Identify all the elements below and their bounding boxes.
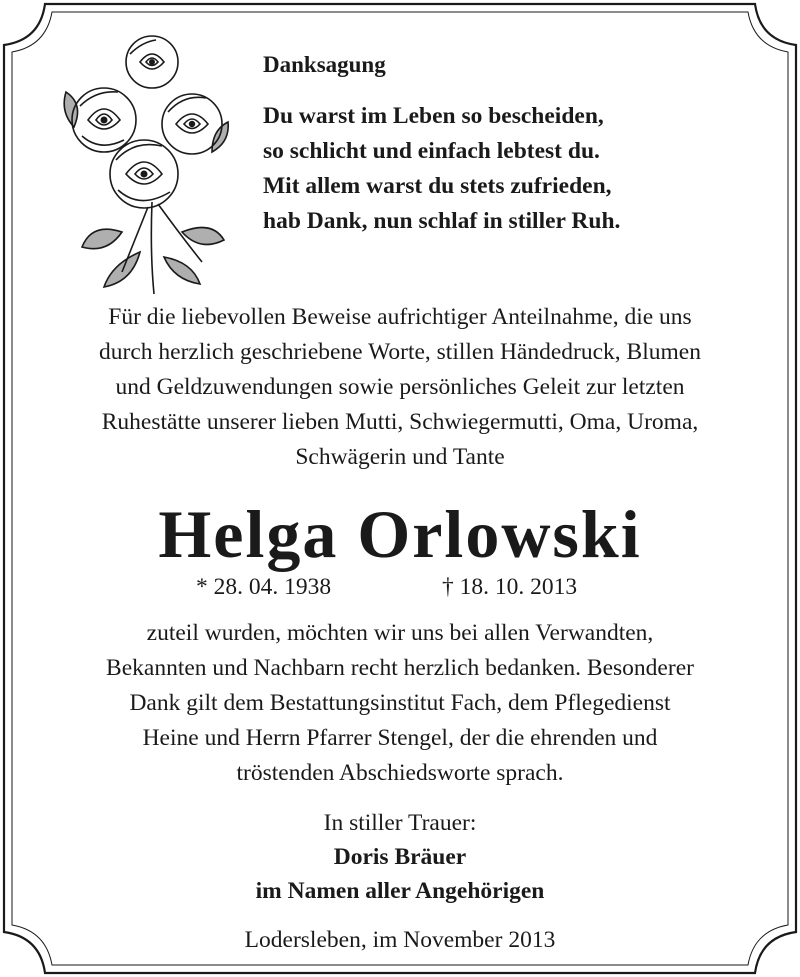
deceased-name: Helga Orlowski: [158, 496, 642, 572]
birth-date: * 28. 04. 1938: [196, 574, 332, 600]
mourner-relation: im Namen aller Angehörigen: [255, 878, 545, 904]
intro-line: Schwägerin und Tante: [295, 444, 505, 470]
closing-line: tröstenden Abschiedsworte sprach.: [236, 760, 564, 786]
mourner-name: Doris Bräuer: [333, 844, 467, 870]
intro-line: und Geldzuwendungen sowie persönliches Geleit zur letzten: [115, 374, 685, 400]
closing-line: zuteil wurden, möchten wir uns bei allen Verwandten,: [146, 620, 654, 646]
poem-line: so schlicht und einfach lebtest du.: [263, 138, 600, 164]
heading-danksagung: Danksagung: [263, 52, 386, 77]
poem: [263, 99, 620, 239]
intro-line: Für die liebevollen Beweise aufrichtiger Anteilnahme, die uns: [108, 304, 692, 330]
mourning-caption: In stiller Trauer:: [323, 810, 477, 836]
life-dates: [0, 574, 800, 610]
roses-icon: [52, 32, 232, 294]
closing-line: Bekannten und Nachbarn recht herzlich bedanken. Besonderer: [106, 655, 694, 681]
poem-line: Du warst im Leben so bescheiden,: [263, 103, 604, 129]
intro-line: Ruhestätte unserer lieben Mutti, Schwiegermutti, Oma, Uroma,: [101, 409, 699, 435]
closing-line: Dank gilt dem Bestattungsinstitut Fach, dem Pflegedienst: [129, 690, 671, 716]
intro-paragraph: [0, 300, 800, 475]
place-date: Lodersleben, im November 2013: [244, 927, 556, 953]
poem-line: hab Dank, nun schlaf in stiller Ruh.: [263, 208, 621, 234]
poem-line: Mit allem warst du stets zufrieden,: [263, 173, 612, 199]
closing-line: Heine und Herrn Pfarrer Stengel, der die ehrenden und: [142, 725, 658, 751]
closing-paragraph: [0, 616, 800, 791]
intro-line: durch herzlich geschriebene Worte, stillen Händedruck, Blumen: [99, 339, 701, 365]
death-date: † 18. 10. 2013: [442, 574, 578, 600]
